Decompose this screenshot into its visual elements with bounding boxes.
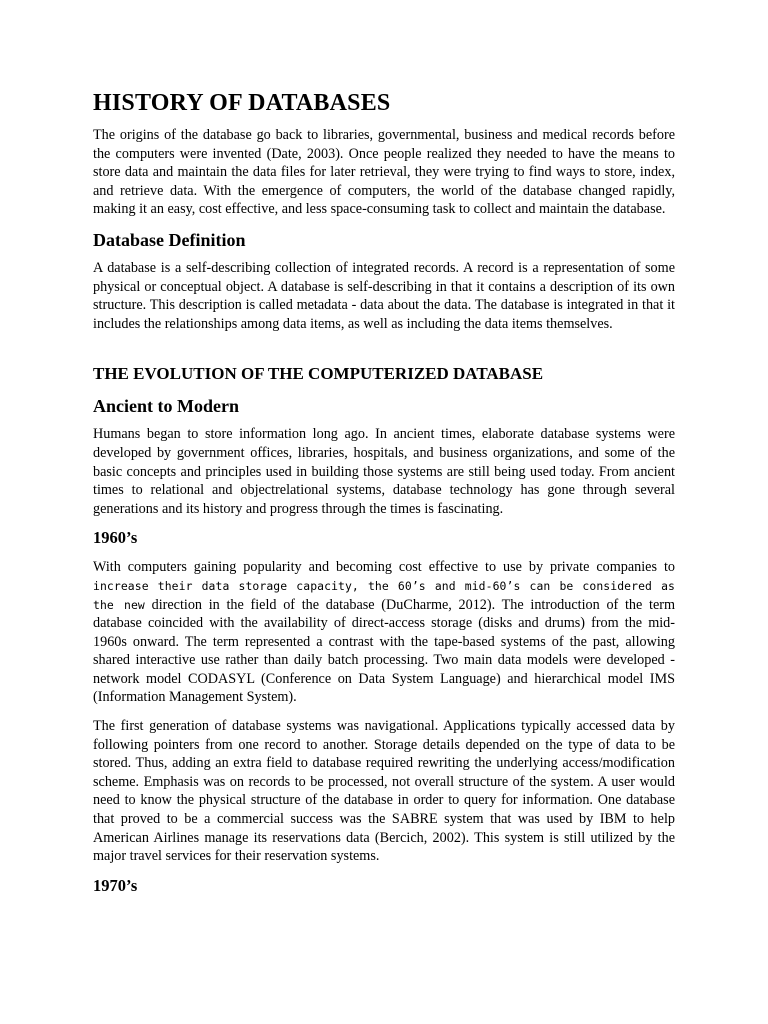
ancient-heading: Ancient to Modern [93, 396, 239, 417]
ancient-paragraph: Humans began to store information long ago. In ancient times, elaborate database systems were developed by government offices, libraries, hospitals, and business organizations, and some of the basic concepts and principles used in building those systems are still being used today. From ancient times to relational and objectrelational systems, database technology has gone through several generations and its history and progress through the times is fascinating. [93, 426, 675, 517]
p1-end: direction in the field of the database (DuCharme, 2012). The introduction of the term database coincided with the availability of direct-access storage (disks and drums) from the mid-1960s onward. The term represented a contrast with the tape-based systems of the past, allowing shared interactive use rather than daily batch processing. Two main data models were developed - network model CODASYL (Conference on Data System Language) and hierarchical model IMS (Information Management System). [93, 596, 675, 706]
evolution-heading: THE EVOLUTION OF THE COMPUTERIZED DATABASE [93, 364, 544, 384]
p1-mono-line: increase their data storage capacity, the 60’s and mid-60’s can be considered as the new [93, 578, 675, 612]
section-1970s-heading: 1970’s [93, 875, 138, 895]
document-page [93, 88, 675, 906]
section-1960s-paragraph-2: The first generation of database systems was navigational. Applications typically accessed data by following pointers from one record to another. Storage details depended on the type of data to be stored. Thus, adding an extra field to database required rewriting the underlying access/modification scheme. Emphasis was on records to be processed, not overall structure of the system. A user would need to know the physical structure of the database in order to query for information. One database that proved to be a commercial success was the SABRE system that was used by IBM to help American Airlines manage its reservations data (Bercich, 2002). This system is still utilized by the major travel services for their reservation systems. [93, 718, 675, 865]
section-1960s-paragraph-1 [93, 558, 675, 707]
definition-paragraph: A database is a self-describing collection of integrated records. A record is a representation of some physical or conceptual object. A database is self-describing in that it contains a description of its own structure. This description is called metadata - data about the data. The database is integrated in that it includes the relationships among data items, as well as including the data items themselves. [93, 259, 675, 332]
intro-paragraph: The origins of the database go back to libraries, governmental, business and medical records before the computers were invented (Date, 2003). Once people realized they needed to have the means to store data and maintain the data files for later retrieval, they were trying to find ways to store, index, and retrieve data. With the emergence of computers, the world of the database changed rapidly, making it an easy, cost effective, and less space-consuming task to collect and maintain the database. [93, 127, 675, 218]
p1-start: With computers gaining popularity and becoming cost effective to use by private companies to [93, 559, 675, 576]
definition-heading: Database Definition [93, 229, 246, 250]
section-1960s-heading: 1960’s [93, 528, 138, 548]
document-title: HISTORY OF DATABASES [93, 90, 391, 116]
